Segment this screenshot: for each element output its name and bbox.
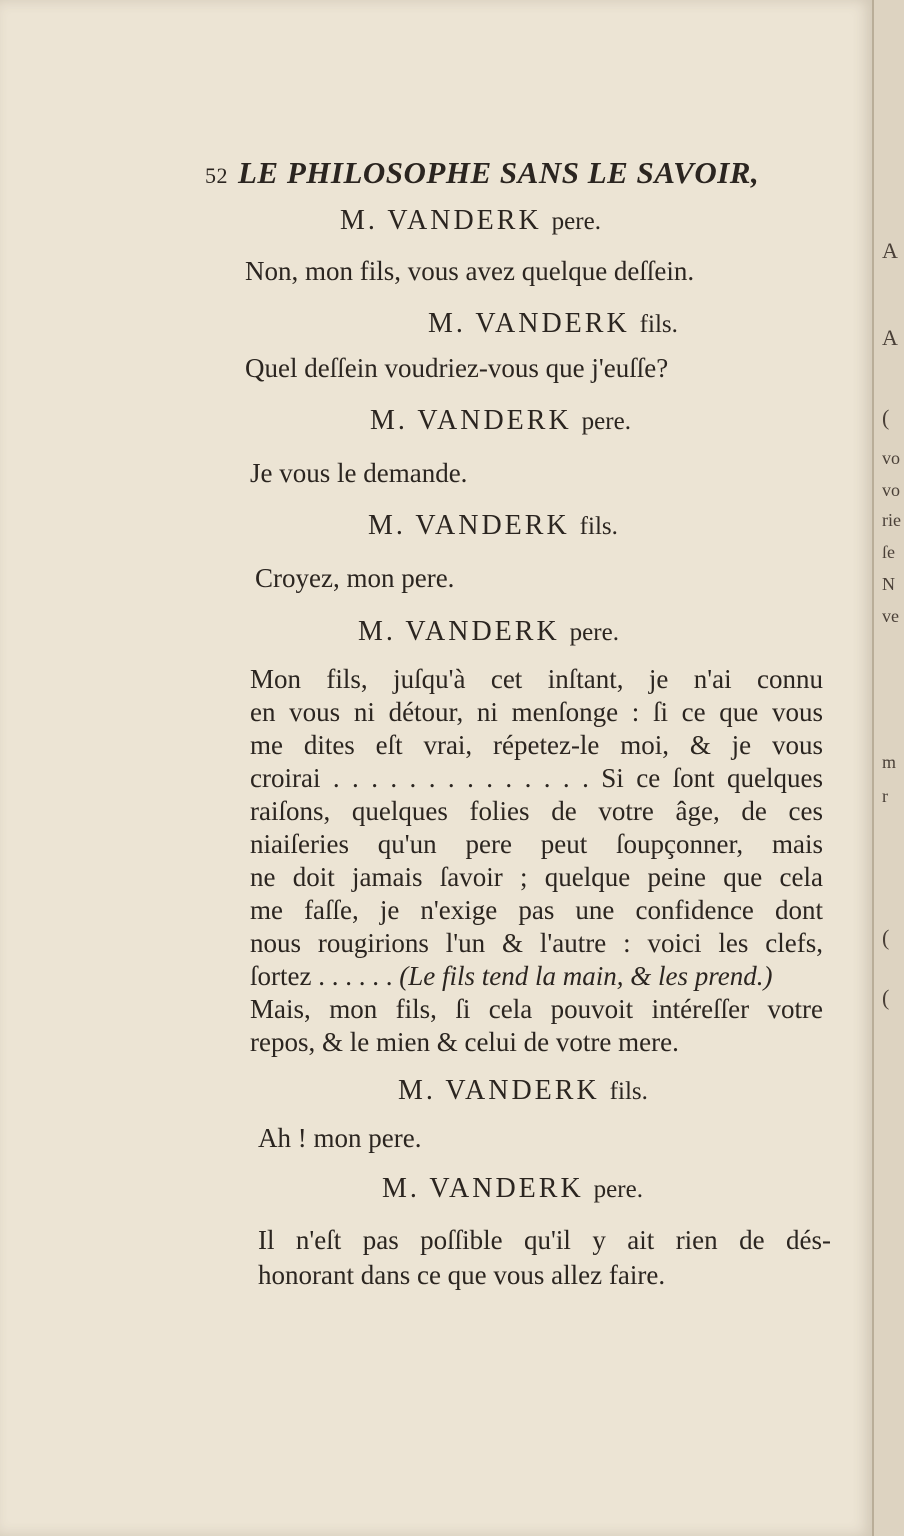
- dialogue-line: Ah ! mon pere.: [258, 1123, 422, 1153]
- speaker-name: M. VANDERK: [370, 405, 572, 436]
- paragraph-line: Mon fils, juſqu'à cet inſtant, je n'ai connu: [250, 664, 823, 694]
- speaker-name: M. VANDERK: [382, 1173, 584, 1204]
- paragraph-line: me faſſe, je n'exige pas une confidence dont: [250, 895, 823, 925]
- speaker-name: M. VANDERK: [428, 308, 630, 339]
- speaker-heading: [368, 510, 618, 542]
- edge-fragment: r: [882, 786, 888, 806]
- dialogue-line: Non, mon fils, vous avez quelque deſſein.: [245, 256, 695, 286]
- paragraph-line: raiſons, quelques folies de votre âge, de ces: [250, 796, 823, 826]
- speaker-name: M. VANDERK: [368, 510, 570, 541]
- paragraph-line: repos, & le mien & celui de votre mere.: [250, 1027, 679, 1057]
- speaker-heading: [358, 616, 619, 648]
- paragraph-text: ſortez . . . . . .: [250, 961, 400, 991]
- edge-fragment: (: [882, 405, 890, 430]
- speaker-rank: pere.: [593, 1176, 643, 1203]
- edge-fragment: A: [882, 325, 898, 350]
- edge-fragment: (: [882, 925, 890, 950]
- paragraph-line: nous rougirions l'un & l'autre : voici les clefs,: [250, 928, 823, 958]
- dialogue-line: Je vous le demande.: [250, 458, 468, 488]
- paragraph-line: croirai . . . . . . . . . . . . . . Si ce ſont quelques: [250, 763, 823, 793]
- dialogue-line: Croyez, mon pere.: [255, 563, 455, 593]
- edge-fragment: ſe: [882, 542, 895, 562]
- stage-direction: (Le fils tend la main, & les prend.): [399, 961, 773, 991]
- paragraph-line: niaiſeries qu'un pere peut ſoupçonner, mais: [250, 829, 823, 859]
- edge-fragment: (: [882, 985, 890, 1010]
- edge-fragment: rie: [882, 510, 901, 530]
- speaker-name: M. VANDERK: [358, 616, 560, 647]
- running-title: LE PHILOSOPHE SANS LE SAVOIR,: [238, 155, 760, 190]
- paragraph-line: me dites eſt vrai, répetez-le moi, & je vous: [250, 730, 823, 760]
- edge-fragment: vo: [882, 448, 900, 468]
- speaker-rank: fils.: [579, 513, 618, 540]
- paragraph-line: [250, 961, 772, 992]
- speaker-rank: pere.: [569, 619, 619, 646]
- page-number: 52: [205, 163, 228, 188]
- running-header: [205, 155, 759, 191]
- speaker-rank: pere.: [551, 208, 601, 235]
- speaker-rank: fils.: [609, 1078, 648, 1105]
- paragraph-line: honorant dans ce que vous allez faire.: [258, 1260, 666, 1290]
- paragraph-line: Mais, mon fils, ſi cela pouvoit intéreſſer votre: [250, 994, 823, 1024]
- paragraph-line: en vous ni détour, ni menſonge : ſi ce que vous: [250, 697, 823, 727]
- edge-fragment: vo: [882, 480, 900, 500]
- speaker-heading: [340, 205, 601, 237]
- edge-fragment: N: [882, 574, 895, 594]
- speaker-rank: fils.: [639, 311, 678, 338]
- adjacent-page-edge: [872, 0, 904, 1536]
- edge-fragment: m: [882, 752, 897, 772]
- speaker-rank: pere.: [581, 408, 631, 435]
- paragraph-line: Il n'eſt pas poſſible qu'il y ait rien de dés-: [258, 1225, 831, 1255]
- speaker-name: M. VANDERK: [340, 205, 542, 236]
- speaker-heading: [398, 1075, 648, 1107]
- speaker-heading: [370, 405, 631, 437]
- dialogue-line: Quel deſſein voudriez-vous que j'euſſe?: [245, 353, 669, 383]
- speaker-heading: [382, 1173, 643, 1205]
- edge-fragment: A: [882, 238, 898, 263]
- speaker-heading: [428, 308, 678, 340]
- paragraph-line: ne doit jamais ſavoir ; quelque peine que cela: [250, 862, 823, 892]
- speaker-name: M. VANDERK: [398, 1075, 600, 1106]
- edge-fragment: ve: [882, 606, 899, 626]
